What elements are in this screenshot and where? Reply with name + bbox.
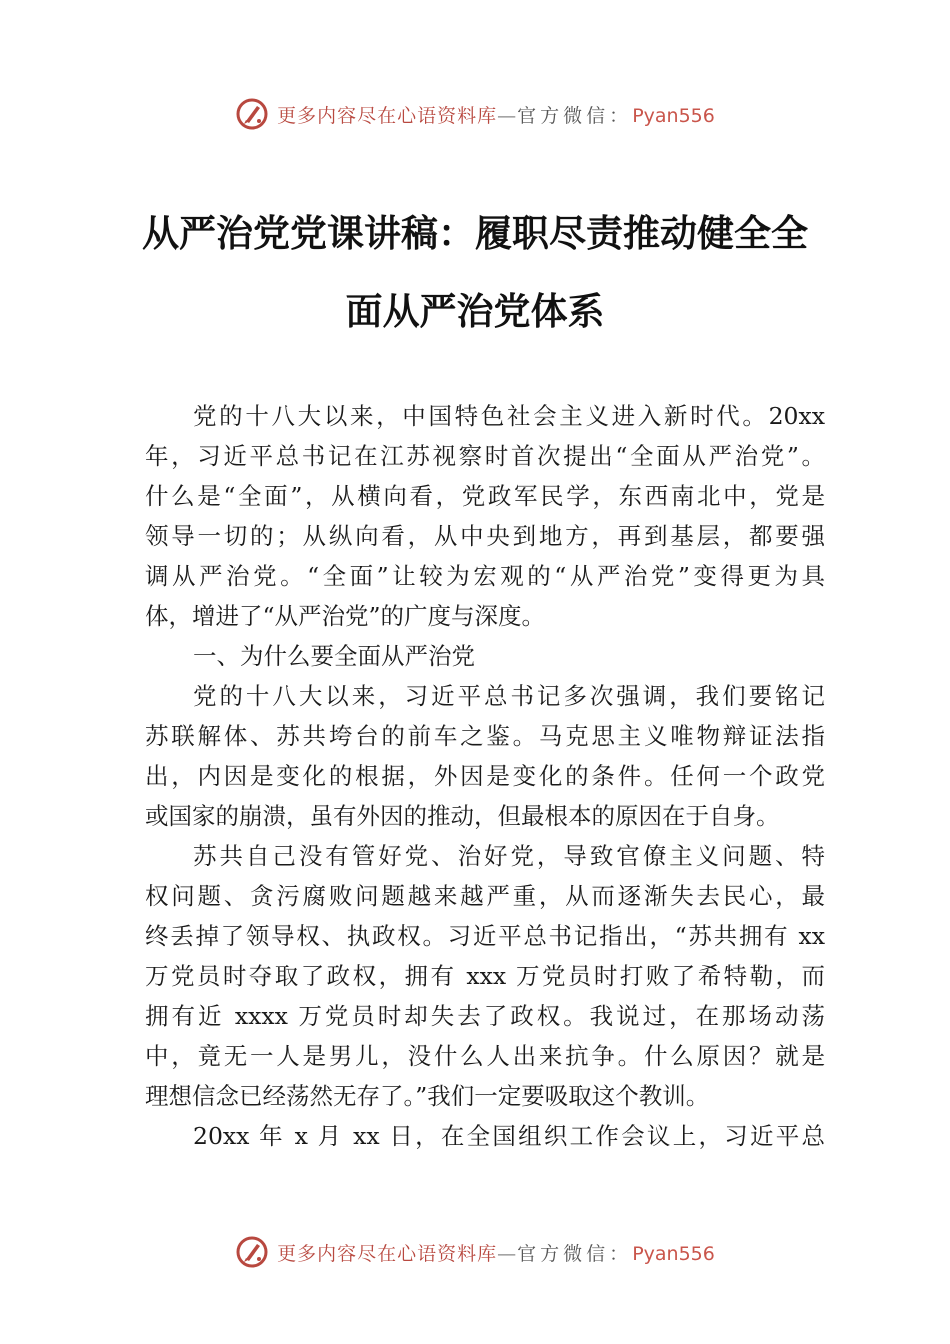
watermark-wechat-id: Pyan556 (632, 104, 715, 127)
body-line: 什么是“全面”，从横向看，党政军民学，东西南北中，党是 (145, 482, 825, 510)
watermark-text (277, 1239, 715, 1266)
watermark-text (277, 101, 715, 128)
watermark-wechat-id: Pyan556 (632, 1242, 715, 1265)
watermark-brand: 更多内容尽在心语资料库 (277, 104, 498, 127)
body-line: 年，习近平总书记在江苏视察时首次提出“全面从严治党”。 (145, 442, 825, 470)
body-line: 苏联解体、苏共垮台的前车之鉴。马克思主义唯物辩证法指 (145, 722, 825, 750)
body-line: 领导一切的；从纵向看，从中央到地方，再到基层，都要强 (145, 522, 825, 550)
header-watermark (0, 94, 950, 134)
watermark-label: 官方微信： (517, 104, 633, 127)
body-line: 20xx 年 x 月 xx 日，在全国组织工作会议上，习近平总 (193, 1122, 825, 1150)
footer-watermark (0, 1232, 950, 1272)
document-body (145, 396, 825, 1156)
body-line: 出，内因是变化的根据，外因是变化的条件。任何一个政党 (145, 762, 825, 790)
body-line: 或国家的崩溃，虽有外因的推动，但最根本的原因在于自身。 (145, 802, 780, 830)
body-line: 苏共自己没有管好党、治好党，导致官僚主义问题、特 (193, 842, 825, 870)
body-line: 终丢掉了领导权、执政权。习近平总书记指出，“苏共拥有 xx (145, 922, 825, 950)
body-line: 权问题、贪污腐败问题越来越严重，从而逐渐失去民心，最 (145, 882, 825, 910)
body-line: 中，竟无一人是男儿，没什么人出来抗争。什么原因？就是 (145, 1042, 825, 1070)
brand-logo-icon (235, 97, 269, 131)
body-line: 调从严治党。“全面”让较为宏观的“从严治党”变得更为具 (145, 562, 825, 590)
watermark-separator: — (497, 1242, 518, 1265)
body-line: 拥有近 xxxx 万党员时却失去了政权。我说过，在那场动荡 (145, 1002, 825, 1030)
section-heading: 一、为什么要全面从严治党 (193, 642, 475, 670)
body-line: 党的十八大以来，习近平总书记多次强调，我们要铭记 (193, 682, 825, 710)
watermark-brand: 更多内容尽在心语资料库 (277, 1242, 498, 1265)
body-line: 党的十八大以来，中国特色社会主义进入新时代。20xx (193, 402, 825, 430)
body-line: 体，增进了“从严治党”的广度与深度。 (145, 602, 546, 630)
document-title-line-2: 面从严治党体系 (345, 289, 605, 333)
body-line: 万党员时夺取了政权，拥有 xxx 万党员时打败了希特勒，而 (145, 962, 825, 990)
watermark-label: 官方微信： (517, 1242, 633, 1265)
body-line: 理想信念已经荡然无存了。”我们一定要吸取这个教训。 (145, 1082, 710, 1110)
document-title-line-1: 从严治党党课讲稿：履职尽责推动健全全 (142, 211, 808, 255)
brand-logo-icon (235, 1235, 269, 1269)
watermark-separator: — (497, 104, 518, 127)
